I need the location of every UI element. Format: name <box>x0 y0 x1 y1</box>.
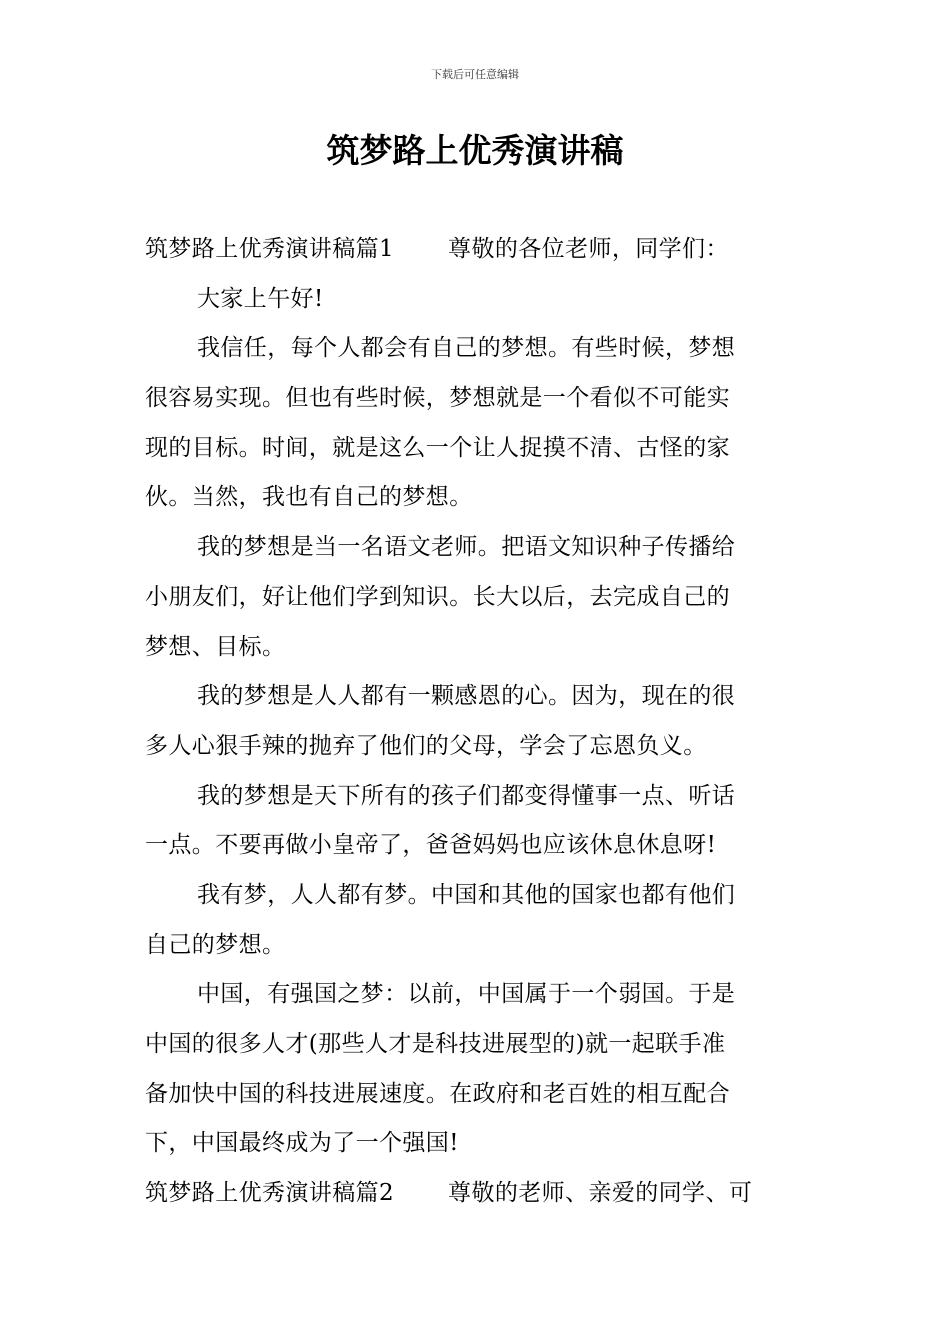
text-line: 多人心狠手辣的抛弃了他们的父母，学会了忘恩负义。 <box>145 732 707 759</box>
text-line: 大家上午好! <box>197 285 324 312</box>
text-line: 一点。不要再做小皇帝了，爸爸妈妈也应该休息休息呀! <box>145 832 717 859</box>
text-line: 梦想、目标。 <box>145 633 286 660</box>
line-text: 尊敬的各位老师，同学们： <box>448 236 729 262</box>
text-line: 中国的很多人才(那些人才是科技进展型的)就一起联手准 <box>145 1031 726 1057</box>
text-line: 自己的梦想。 <box>145 931 286 958</box>
line-text: 尊敬的老师、亲爱的同学、可 <box>448 1180 753 1207</box>
text-line: 备加快中国的科技进展速度。在政府和老百姓的相互配合 <box>145 1080 730 1107</box>
section-heading: 筑梦路上优秀演讲稿篇2 <box>145 1180 395 1207</box>
header-note: 下载后可任意编辑 <box>431 68 519 81</box>
document-title: 筑梦路上优秀演讲稿 <box>326 131 624 170</box>
text-line: 现的目标。时间，就是这么一个让人捉摸不清、古怪的家 <box>145 434 730 461</box>
text-line: 我有梦，人人都有梦。中国和其他的国家也都有他们 <box>197 881 736 908</box>
text-line: 我的梦想是人人都有一颗感恩的心。因为，现在的很 <box>197 683 736 710</box>
text-line: 伙。当然，我也有自己的梦想。 <box>145 484 473 511</box>
section-heading: 筑梦路上优秀演讲稿篇1 <box>145 236 395 262</box>
text-line: 我的梦想是天下所有的孩子们都变得懂事一点、听话 <box>197 782 736 809</box>
text-line: 我的梦想是当一名语文老师。把语文知识种子传播给 <box>197 534 736 561</box>
text-line: 下，中国最终成为了一个强国! <box>145 1130 459 1157</box>
text-line <box>145 225 807 275</box>
text-line: 小朋友们，好让他们学到知识。长大以后，去完成自己的 <box>145 583 730 610</box>
text-line: 中国，有强国之梦：以前，中国属于一个弱国。于是 <box>197 981 736 1008</box>
text-line: 我信任，每个人都会有自己的梦想。有些时候，梦想 <box>197 335 736 362</box>
document-body <box>145 225 807 1219</box>
text-line <box>145 1169 807 1219</box>
text-line: 很容易实现。但也有些时候，梦想就是一个看似不可能实 <box>145 385 730 412</box>
